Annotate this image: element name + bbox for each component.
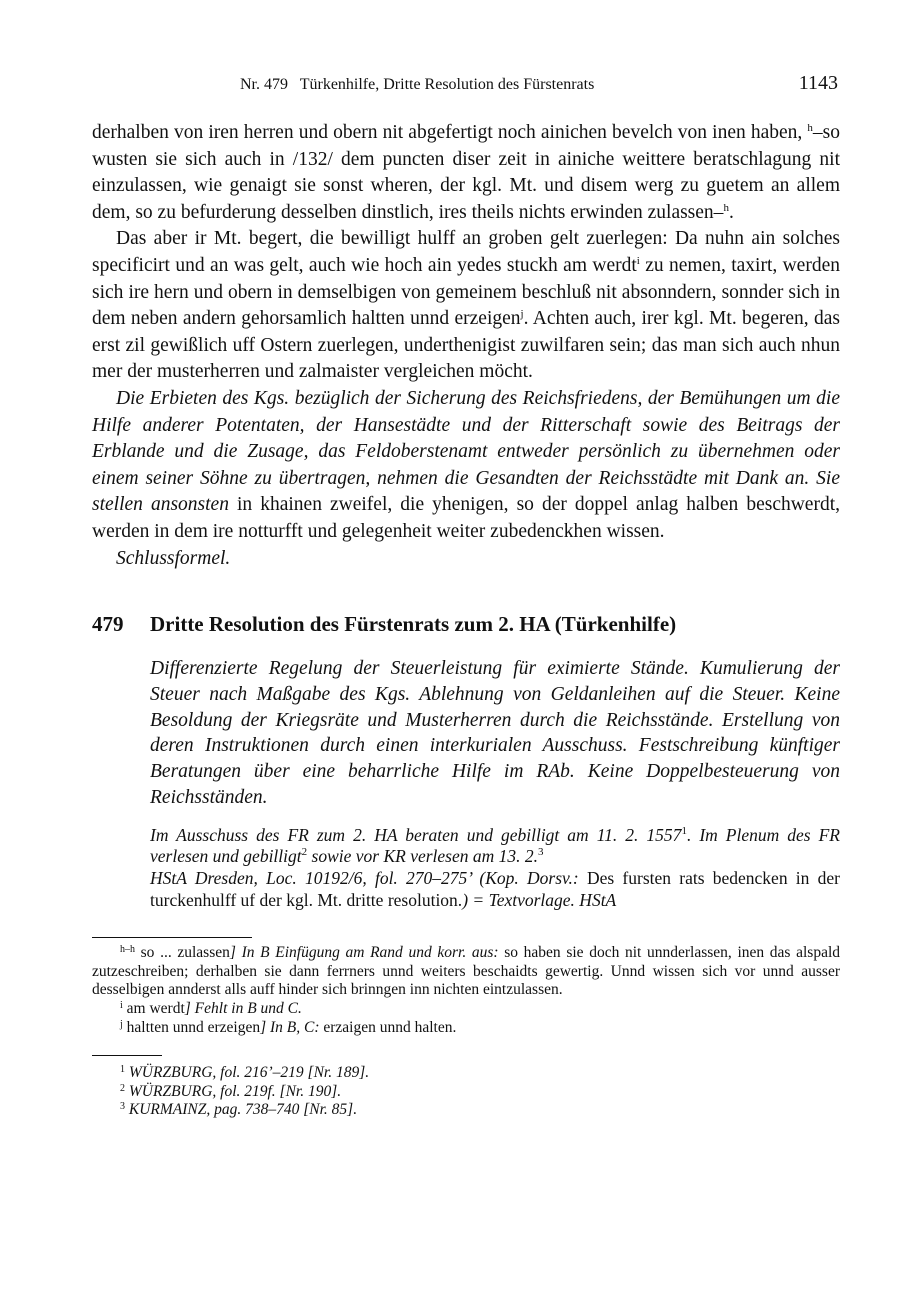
- numbered-footnotes: [92, 1064, 840, 1120]
- source-note: Im Ausschuss des FR zum 2. HA beraten und gebilligt am 11. 2. 1557$^1$. Im Plenum des FR verlesen und gebilligt$^2$ sowie vor KR verlesen am 13. 2.$^3$ HStA Dresden, Loc. 10192/6, fol. 270–275’ (Kop. Dorsv.: Des fursten rats bedencken in der turckenhulff uf der kgl. Mt. dritte resolution.) = Textvorlage. HStA: [150, 824, 841, 910]
- footnote-j: $^j$ haltten unnd erzeigen] In B, C: erzaigen unnd halten.: [120, 1018, 457, 1036]
- footnote-mark-h-close: h: [723, 201, 729, 214]
- footnote-1: $^1$ WÜRZBURG, fol. 216’–219 [Nr. 189].: [120, 1064, 370, 1082]
- source-footnote-2: 2: [301, 846, 308, 859]
- main-text: [92, 120, 840, 572]
- paragraph-2: Das aber ir Mt. begert, die bewilligt hulff an groben gelt zuerlegen: Da nuhn ain solches specificirt und an was gelt, auch wie hoch ain yedes stuckh am werdt$^i$ zu nemen, taxirt, werden sich ire hern und obern in demselbigen von gemeinem beschluß nit absonndern, sonnder sich in dem neben andern gehorsamlich haltten unnd erzeigen$^j$. Achten auch, irer kgl. Mt. begeren, das erst zil gewißlich uff Ostern zuerlegen, underthenigist zuwilfaren sein; das man sich auch nhun mer der musterherren und zalmaister vergleichen möcht.: [92, 228, 840, 383]
- footnote-3: $^3$ KURMAINZ, pag. 738–740 [Nr. 85].: [120, 1101, 358, 1119]
- footnote-divider: [92, 937, 252, 938]
- footnote-h: $^{h-h}$ so ... zulassen] In B Einfügung am Rand und korr. aus: so haben sie doch nit unnderlassen, inen das alspald zutzeschreiben; derhalben sie dann ferrners unnd weiters beschaidts gewertig. Unnd wissen sich vor unnd ausser desselbigen annderst alls auff hinder sich brinngen inn nichten eintzulassen.: [92, 944, 841, 999]
- section-heading: [92, 612, 840, 642]
- running-head: [92, 68, 840, 98]
- footnote-mark-h-open: h: [807, 122, 813, 134]
- source-footnote-3: 3: [538, 846, 544, 859]
- paragraph-3: Die Erbieten des Kgs. bezüglich der Sicherung des Reichsfriedens, der Bemühungen um die Hilfe anderer Potentaten, der Hansestädte und der Ritterschaft sowie des Beitrags der Erblande und die Zusage, das Feldoberstenamt entweder persönlich zu übernehmen oder einem seiner Söhne zu übertragen, nehmen die Gesandten der Reichsstädte mit Dank an. Sie stellen ansonsten in khainen zweifel, die yhenigen, so der doppel anlag halben beschwerdt, werden in dem ire notturfft und gelegenheit weiter zubedenckhen wissen.: [92, 387, 840, 542]
- source-footnote-1: 1: [681, 824, 687, 837]
- footnote-divider-2: [92, 1055, 162, 1056]
- section-title: Dritte Resolution des Fürstenrats zum 2. HA (Türkenhilfe): [150, 612, 677, 637]
- footnote-mark-i: i: [636, 254, 640, 267]
- closing-formula: Schlussformel.: [116, 547, 231, 569]
- footnote-mark-j: j: [520, 308, 524, 321]
- page-number: 1143: [798, 72, 838, 94]
- paragraph-1: derhalben von iren herren und obern nit abgefertigt noch ainichen bevelch von inen haben, $^h$–so wusten sie sich auch in /132/ dem puncten diser zeit in ainiche weittere beratschlagung nit einzulassen, wie genaigt sie sonst wheren, der kgl. Mt. und disem werg zu guetem an allem dem, so zu befurderung desselben dinstlich, ires theils nichts erwinden zulassen–$^h$.: [92, 122, 840, 223]
- footnote-2: $^2$ WÜRZBURG, fol. 219f. [Nr. 190].: [120, 1082, 342, 1100]
- critical-footnotes: [92, 944, 840, 1037]
- footnote-i: $^i$ am werdt] Fehlt in B und C.: [120, 1000, 302, 1018]
- regest-summary: Differenzierte Regelung der Steuerleistung für eximierte Stände. Kumulierung der Steuer nach Maßgabe des Kgs. Ablehnung von Geldanleihen auf die Steuer. Keine Besoldung der Kriegsräte und Musterherren durch die Reichsstände. Erstellung von deren Instruktionen durch einen interkurialen Ausschuss. Festschreibung künftiger Beratungen über eine beharrliche Hilfe im RAb. Keine Doppelbesteuerung von Reichsständen.: [150, 658, 840, 809]
- document-page: [92, 68, 840, 1120]
- section-number: 479: [92, 612, 124, 637]
- running-title: Nr. 479 Türkenhilfe, Dritte Resolution des Fürstenrats: [240, 76, 595, 93]
